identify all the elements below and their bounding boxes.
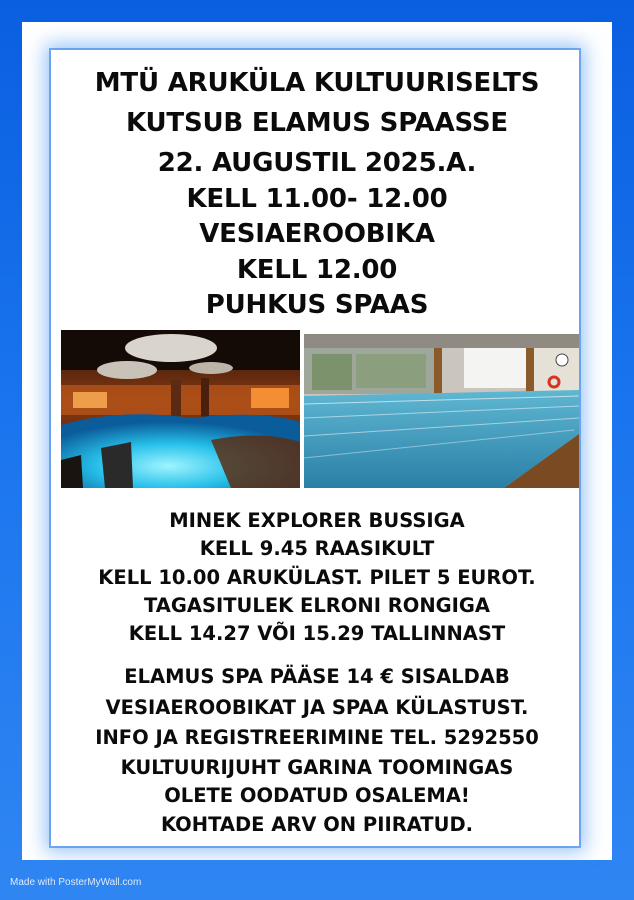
- info-limited-places: KOHTADE ARV ON PIIRATUD.: [160, 813, 474, 836]
- info-price: ELAMUS SPA PÄÄSE 14 € SISALDAB: [124, 665, 510, 688]
- info-welcome: OLETE OODATUD OSALEMA!: [164, 784, 470, 807]
- headline-time-spa: KELL 12.00: [236, 255, 398, 285]
- travel-departure-arukula: KELL 10.00 ARUKÜLAST. PILET 5 EUROT.: [98, 566, 536, 589]
- info-contact-person: KULTUURIJUHT GARINA TOOMINGAS: [120, 756, 514, 779]
- spa-pool-photo: [61, 330, 300, 488]
- headline-organizer: MTÜ ARUKÜLA KULTUURISELTS: [94, 68, 540, 98]
- headline-invite: KUTSUB ELAMUS SPAASSE: [126, 108, 508, 138]
- travel-return: TAGASITULEK ELRONI RONGIGA: [143, 594, 491, 617]
- travel-bus: MINEK EXPLORER BUSSIGA: [169, 509, 465, 532]
- travel-return-times: KELL 14.27 VÕI 15.29 TALLINNAST: [128, 622, 506, 645]
- watermark: Made with PosterMyWall.com: [10, 877, 142, 888]
- headline-date: 22. AUGUSTIL 2025.A.: [157, 148, 477, 178]
- headline-aerobics: VESIAEROOBIKA: [199, 219, 435, 249]
- lap-pool-photo: [304, 334, 579, 488]
- info-registration-phone: INFO JA REGISTREERIMINE TEL. 5292550: [95, 726, 539, 749]
- info-includes: VESIAEROOBIKAT JA SPAA KÜLASTUST.: [105, 696, 529, 719]
- travel-departure-raasiku: KELL 9.45 RAASIKULT: [199, 537, 435, 560]
- headline-spa: PUHKUS SPAAS: [205, 290, 429, 320]
- headline-time-aerobics: KELL 11.00- 12.00: [186, 184, 448, 214]
